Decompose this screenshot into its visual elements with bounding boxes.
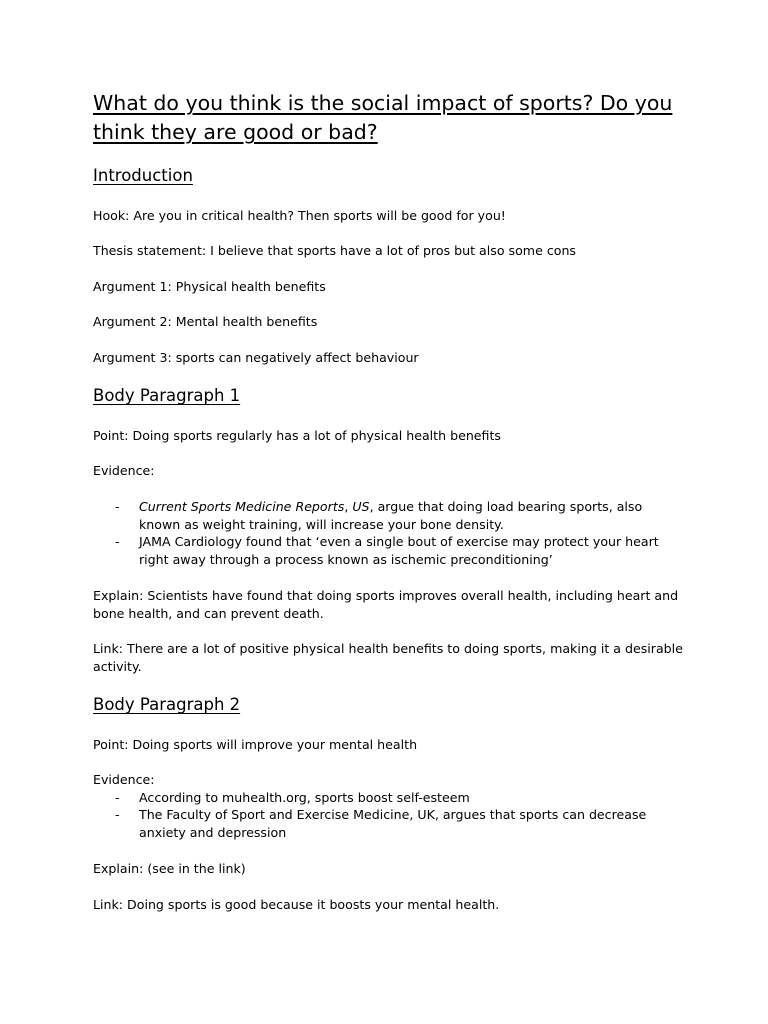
intro-argument-2: Argument 2: Mental health benefits (93, 314, 318, 329)
bullet-dash: - (115, 807, 120, 822)
body2-evidence-item (93, 789, 683, 807)
body2-evidence-label: Evidence: (93, 772, 155, 787)
body1-point: Point: Doing sports regularly has a lot of physical health benefits (93, 428, 501, 443)
body1-evidence-label: Evidence: (93, 463, 155, 478)
body2-point: Point: Doing sports will improve your mental health (93, 737, 418, 752)
intro-argument-3: Argument 3: sports can negatively affect behaviour (93, 350, 419, 365)
bullet-dash: - (115, 790, 120, 805)
body1-evidence-item (93, 498, 683, 533)
body2-link: Link: Doing sports is good because it boosts your mental health. (93, 897, 500, 912)
heading-body-paragraph-1: Body Paragraph 1 (93, 386, 241, 405)
heading-body-paragraph-2: Body Paragraph 2 (93, 695, 241, 714)
heading-introduction: Introduction (93, 166, 193, 185)
body1-evidence-item (93, 533, 683, 568)
intro-argument-1: Argument 1: Physical health benefits (93, 279, 326, 294)
bullet-dash: - (115, 534, 120, 549)
document-title: What do you think is the social impact of sports? Do you think they are good or bad? (93, 91, 673, 144)
bullet-dash: - (115, 499, 120, 514)
bullet-text: JAMA Cardiology found that ‘even a single bout of exercise may protect your heart right away through a process known as ischemic preconditioning’ (139, 534, 659, 567)
intro-hook: Hook: Are you in critical health? Then sports will be good for you! (93, 208, 506, 223)
bullet-text: Current Sports Medicine Reports, US, argue that doing load bearing sports, also known as weight training, will increase your bone density. (139, 499, 643, 532)
body2-explain: Explain: (see in the link) (93, 861, 246, 876)
bullet-text: The Faculty of Sport and Exercise Medicine, UK, argues that sports can decrease anxiety and depression (139, 807, 647, 840)
body2-evidence-item (93, 806, 683, 841)
intro-thesis: Thesis statement: I believe that sports have a lot of pros but also some cons (93, 243, 576, 258)
body1-explain: Explain: Scientists have found that doing sports improves overall health, including heart and bone health, and can prevent death. (93, 588, 679, 621)
body1-link: Link: There are a lot of positive physical health benefits to doing sports, making it a desirable activity. (93, 641, 683, 674)
bullet-text: According to muhealth.org, sports boost self-esteem (139, 790, 470, 805)
